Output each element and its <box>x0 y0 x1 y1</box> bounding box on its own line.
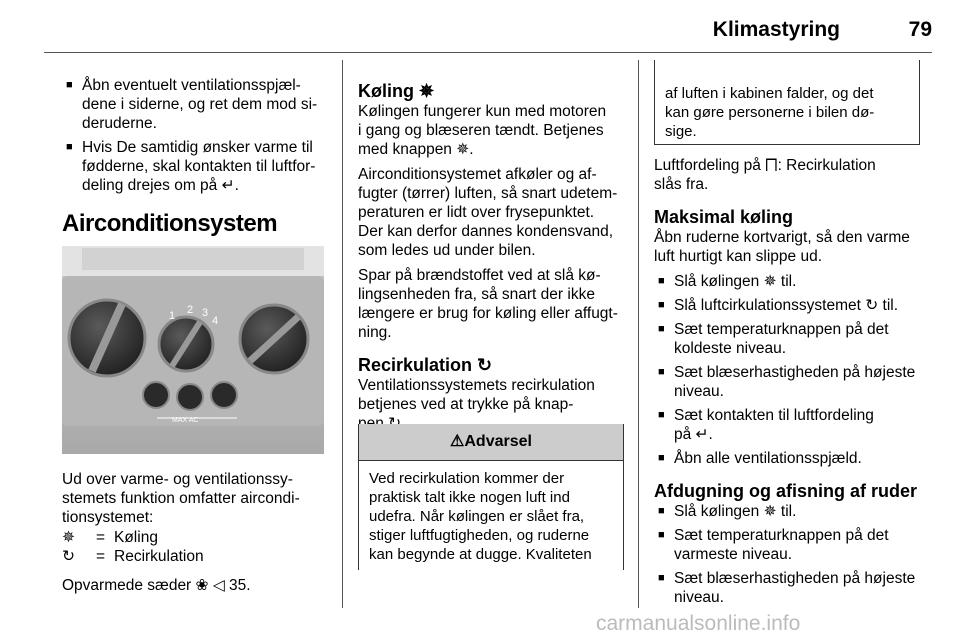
paragraph <box>358 266 630 342</box>
text-line: på ↵. <box>674 426 713 443</box>
cooling-button <box>143 382 169 408</box>
text-line: ■ Hvis De samtidig ønsker varme til <box>82 139 313 156</box>
bullet-vent <box>62 76 332 133</box>
legend-row-recirculation <box>62 547 337 566</box>
text-line: niveau. <box>674 589 724 606</box>
recirculation-button <box>211 382 237 408</box>
text-line: ning. <box>358 324 392 341</box>
text-line: udefra. Når kølingen er slået fra, <box>369 508 585 525</box>
text-line: tionsystemet: <box>62 509 154 526</box>
text-line: af luften i kabinen falder, og det <box>665 85 874 102</box>
header-rule <box>44 52 932 53</box>
text-line: ■ Slå kølingen ✵ til. <box>674 503 797 520</box>
warning-box-continued <box>654 60 920 145</box>
list-item <box>654 320 944 358</box>
climate-control-panel-photo <box>62 246 324 454</box>
left-column <box>62 76 332 200</box>
text-line: ■ Slå luftcirkulationssystemet ↻ til. <box>674 297 899 314</box>
text-line: luft hurtigt kan slippe ud. <box>654 248 823 265</box>
list-item <box>654 272 944 291</box>
list-item <box>654 569 944 607</box>
text-line: stemets funktion omfatter aircondi- <box>62 490 300 507</box>
legend-label: Recirkulation <box>114 548 204 565</box>
text-line: dene i siderne, og ret dem mod si- <box>82 96 318 113</box>
text-line: ■ Åbn eventuelt ventilationsspjæl- <box>82 77 301 94</box>
text-line: Spar på brændstoffet ved at slå kø- <box>358 267 601 284</box>
text-line: koldeste niveau. <box>674 340 787 357</box>
dial-label: 3 <box>202 307 209 319</box>
heading-cooling: Køling ✵ <box>358 81 435 101</box>
page-number: 79 <box>908 18 932 41</box>
warning-body <box>359 461 623 572</box>
list-item <box>654 406 944 444</box>
heading-recirculation: Recirkulation ↻ <box>358 355 493 375</box>
text-line: Der kan derfor dannes kondensvand, <box>358 223 614 240</box>
text-line: stiger luftfugtigheden, og ruderne <box>369 527 590 544</box>
text-line: som ledes ud under bilen. <box>358 242 536 259</box>
text-line: Ventilationssystemets recirkulation <box>358 377 595 394</box>
watermark: carmanualsonline.info <box>596 612 801 635</box>
column-divider-2 <box>638 60 639 608</box>
warning-body <box>655 60 919 149</box>
text-line: Luftfordeling på ⨅: Recirkulation <box>654 157 876 174</box>
text-line: Ved recirkulation kommer der <box>369 470 565 487</box>
text-line: kan gøre personerne i bilen dø- <box>665 104 875 121</box>
list-item <box>654 449 944 468</box>
rear-defrost-button <box>177 384 203 410</box>
text-line: ■ Sæt blæserhastigheden på højeste <box>674 570 916 587</box>
paragraph <box>358 165 630 260</box>
middle-column <box>358 80 630 439</box>
recirculation-icon: ↻ <box>62 548 75 565</box>
text-line: fugter (tørrer) luften, så snart udetem- <box>358 185 618 202</box>
text-line: Ud over varme- og ventilationssy- <box>62 471 293 488</box>
max-ac-label: MAX AC <box>172 417 199 424</box>
page-title: Klimastyring <box>712 18 840 41</box>
text-line: Airconditionsystemet afkøler og af- <box>358 166 597 183</box>
list-item <box>654 502 944 521</box>
text-line: ■ Sæt blæserhastigheden på højeste <box>674 364 916 381</box>
text-line: ■ Slå kølingen ✵ til. <box>674 273 797 290</box>
paragraph <box>358 102 630 159</box>
dial-label: 2 <box>187 304 194 316</box>
intro-text <box>62 470 337 527</box>
legend <box>62 528 337 566</box>
text-line: deruderne. <box>82 115 157 132</box>
text-line: Kølingen fungerer kun med motoren <box>358 103 607 120</box>
text-line: praktisk talt ikke nogen luft ind <box>369 489 570 506</box>
text-line: ■ Sæt temperaturknappen på det <box>674 321 889 338</box>
legend-row-cooling <box>62 528 337 547</box>
text-line: niveau. <box>674 383 724 400</box>
text-line: slås fra. <box>654 176 709 193</box>
dial-label: 1 <box>169 310 176 322</box>
text-line: ■ Sæt temperaturknappen på det <box>674 527 889 544</box>
text-line: ■ Sæt kontakten til luftfordeling <box>674 407 874 424</box>
legend-label: Køling <box>114 529 158 546</box>
cross-reference: Opvarmede sæder ❀ ◁ 35. <box>62 577 251 594</box>
text-line: Åbn ruderne kortvarigt, så den varme <box>654 229 910 246</box>
paragraph <box>654 228 944 266</box>
text-line: længere er brug for køling eller affugt- <box>358 305 618 322</box>
heading-max-cooling: Maksimal køling <box>654 207 794 227</box>
equals-sign: = <box>96 529 106 546</box>
text-line: i gang og blæseren tændt. Betjenes <box>358 122 604 139</box>
snowflake-icon: ✵ <box>62 529 75 546</box>
text-line: fødderne, skal kontakten til luftfor- <box>82 158 316 175</box>
text-line: kan begynde at dugge. Kvaliteten <box>369 546 592 563</box>
list-item <box>654 296 944 315</box>
text-line: betjenes ved at trykke på knap- <box>358 396 574 413</box>
dial-label: 4 <box>212 315 219 327</box>
text-line: lingsenheden fra, så snart der ikke <box>358 286 595 303</box>
text-line: ■ Åbn alle ventilationsspjæld. <box>674 450 862 467</box>
text-line: varmeste niveau. <box>674 546 793 563</box>
column-divider-1 <box>342 60 343 608</box>
text-line: sige. <box>665 123 697 140</box>
list-item <box>654 526 944 564</box>
right-column <box>654 156 944 612</box>
warning-heading: ⚠Advarsel <box>359 424 623 461</box>
paragraph <box>654 156 944 194</box>
equals-sign: = <box>96 548 106 565</box>
heading-defog: Afdugning og afisning af ruder <box>654 481 917 501</box>
bullet-feet <box>62 138 332 195</box>
warning-box <box>358 424 624 570</box>
text-line: deling drejes om på ↵. <box>82 177 239 194</box>
section-heading: Airconditionsystem <box>62 210 278 237</box>
list-item <box>654 363 944 401</box>
text-line: peraturen er lidt over frysepunktet. <box>358 204 595 221</box>
text-line: med knappen ✵. <box>358 141 474 158</box>
